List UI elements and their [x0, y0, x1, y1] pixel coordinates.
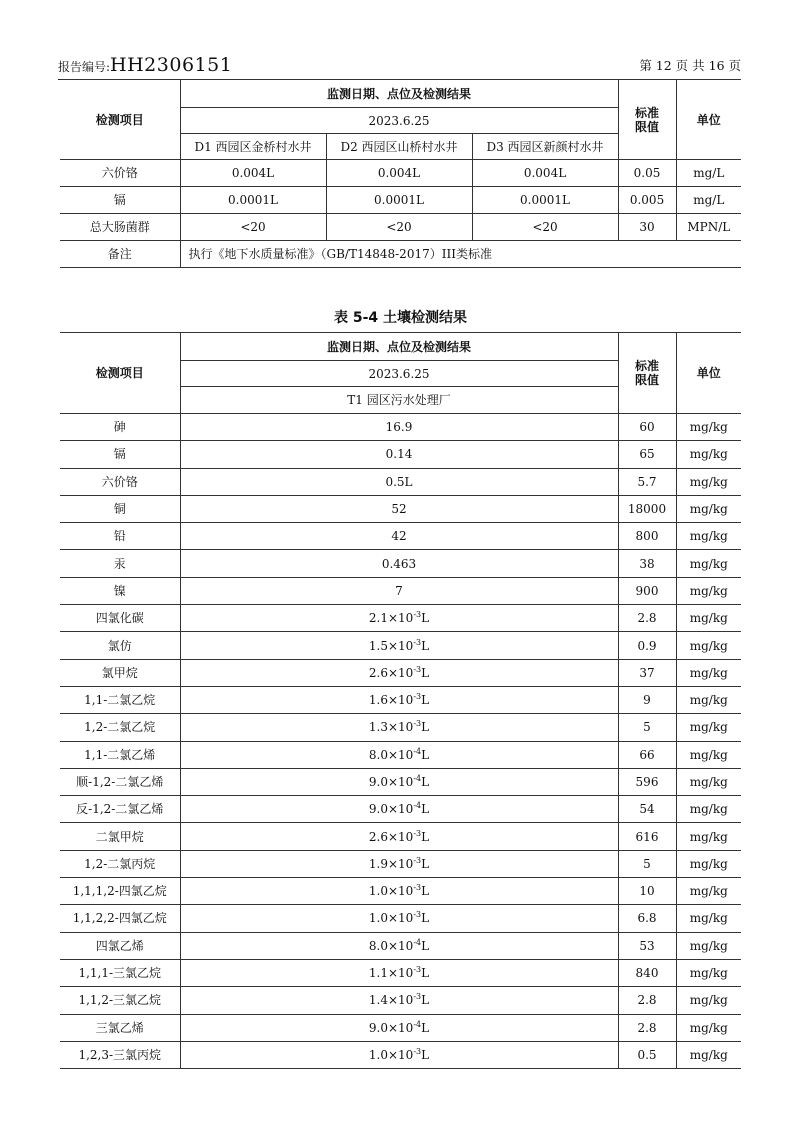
value-suffix: L — [421, 775, 430, 789]
table-row — [60, 959, 741, 986]
row-value — [180, 850, 618, 877]
row-unit: mg/kg — [676, 468, 741, 495]
row-unit: mg/kg — [676, 495, 741, 522]
value-suffix: L — [421, 747, 430, 762]
row-value — [180, 441, 618, 468]
row-standard: 2.8 — [618, 1014, 676, 1041]
row-standard: 5 — [618, 850, 676, 877]
row-item: 二氯甲烷 — [60, 823, 180, 850]
value-exponent: -3 — [413, 637, 422, 647]
table-row — [60, 1014, 741, 1041]
groundwater-results-table — [60, 79, 741, 268]
value-suffix: L — [421, 884, 430, 899]
report-number-label: 报告编号: — [58, 60, 111, 74]
row-item: 六价铬 — [60, 468, 180, 495]
row-item: 铅 — [60, 523, 180, 550]
value-mantissa: 1.9×10 — [368, 856, 414, 871]
row-value — [180, 468, 618, 495]
row-value — [180, 523, 618, 550]
value-exponent: -3 — [413, 883, 422, 893]
value-exponent: -3 — [413, 610, 422, 620]
value-mantissa: 0.5L — [385, 474, 413, 489]
row-standard: 0.005 — [618, 187, 676, 214]
table-row — [60, 632, 741, 659]
value-mantissa: 2.6×10 — [368, 829, 414, 844]
row-standard: 0.9 — [618, 632, 676, 659]
row-item: 镍 — [60, 577, 180, 604]
row-unit: mg/kg — [676, 959, 741, 986]
value-exponent: -3 — [413, 719, 422, 729]
value-suffix: L — [421, 1020, 430, 1035]
row-value — [180, 987, 618, 1014]
row-standard: 2.8 — [618, 605, 676, 632]
row-item: 三氯乙烯 — [60, 1014, 180, 1041]
row-unit: MPN/L — [676, 214, 741, 241]
value-suffix: L — [421, 720, 430, 735]
value-exponent: -3 — [413, 992, 422, 1002]
row-item: 1,1-二氯乙烯 — [60, 741, 180, 768]
row-value: 0.004L — [326, 160, 472, 187]
site-header: D2 西园区山桥村水井 — [326, 134, 472, 160]
row-item: 镉 — [60, 187, 180, 214]
row-item: 1,1,2,2-四氯乙烷 — [60, 905, 180, 932]
row-standard: 18000 — [618, 495, 676, 522]
row-value — [180, 632, 618, 659]
row-item: 1,1,1-三氯乙烷 — [60, 959, 180, 986]
value-exponent: -4 — [413, 937, 422, 947]
value-suffix: L — [421, 802, 430, 817]
col-header-group: 监测日期、点位及检测结果 — [180, 80, 618, 108]
row-value — [180, 659, 618, 686]
remark-label: 备注 — [60, 241, 180, 268]
row-standard: 53 — [618, 932, 676, 959]
row-value — [180, 823, 618, 850]
value-mantissa: 16.9 — [385, 420, 413, 435]
report-number — [58, 54, 232, 76]
row-item: 1,1,1,2-四氯乙烷 — [60, 878, 180, 905]
row-value — [180, 796, 618, 823]
row-standard: 38 — [618, 550, 676, 577]
row-standard: 65 — [618, 441, 676, 468]
value-mantissa: 1.1×10 — [368, 966, 414, 981]
row-standard: 5.7 — [618, 468, 676, 495]
report-number-value: HH2306151 — [110, 54, 233, 76]
row-unit: mg/kg — [676, 905, 741, 932]
value-mantissa: 42 — [391, 529, 407, 544]
row-standard: 5 — [618, 714, 676, 741]
col-header-item: 检测项目 — [60, 333, 180, 414]
row-standard: 900 — [618, 577, 676, 604]
table-row — [60, 987, 741, 1014]
row-unit: mg/kg — [676, 741, 741, 768]
row-unit: mg/kg — [676, 932, 741, 959]
col-header-unit: 单位 — [676, 333, 741, 414]
value-suffix: L — [421, 693, 430, 708]
row-unit: mg/kg — [676, 441, 741, 468]
row-item: 1,1-二氯乙烷 — [60, 686, 180, 713]
value-suffix: L — [421, 611, 430, 626]
row-unit: mg/kg — [676, 714, 741, 741]
site-header: T1 园区污水处理厂 — [180, 387, 618, 414]
row-value: <20 — [326, 214, 472, 241]
value-exponent: -3 — [413, 664, 422, 674]
row-value — [180, 1014, 618, 1041]
row-item: 1,2-二氯丙烷 — [60, 850, 180, 877]
table-row — [60, 878, 741, 905]
row-value — [180, 959, 618, 986]
row-standard: 616 — [618, 823, 676, 850]
row-unit: mg/kg — [676, 414, 741, 441]
row-item: 六价铬 — [60, 160, 180, 187]
row-value — [180, 741, 618, 768]
value-mantissa: 1.0×10 — [368, 911, 414, 926]
value-mantissa: 0.14 — [385, 447, 413, 462]
sampling-date: 2023.6.25 — [180, 108, 618, 134]
value-exponent: -3 — [413, 1046, 422, 1056]
table-row — [60, 850, 741, 877]
soil-results-table — [60, 332, 741, 1069]
row-standard: 60 — [618, 414, 676, 441]
value-mantissa: 1.4×10 — [368, 993, 414, 1008]
col-header-unit: 单位 — [676, 80, 741, 160]
row-value — [180, 414, 618, 441]
table-row — [60, 823, 741, 850]
table-row — [60, 1041, 741, 1068]
row-item: 1,2-二氯乙烷 — [60, 714, 180, 741]
row-standard: 6.8 — [618, 905, 676, 932]
value-suffix: L — [421, 938, 430, 953]
row-value — [180, 1041, 618, 1068]
row-item: 反-1,2-二氯乙烯 — [60, 796, 180, 823]
page-header — [58, 56, 741, 78]
table-row — [60, 768, 741, 795]
col-header-item: 检测项目 — [60, 80, 180, 160]
row-item: 铜 — [60, 495, 180, 522]
table-row — [60, 160, 741, 187]
value-mantissa: 2.6×10 — [368, 665, 414, 680]
table-row — [60, 605, 741, 632]
row-value — [180, 714, 618, 741]
value-mantissa: 8.0×10 — [368, 747, 414, 762]
soil-rows — [60, 414, 741, 1069]
value-exponent: -3 — [413, 855, 422, 865]
row-unit: mg/kg — [676, 686, 741, 713]
row-unit: mg/kg — [676, 605, 741, 632]
row-standard: 30 — [618, 214, 676, 241]
table-row — [60, 659, 741, 686]
value-mantissa: 1.6×10 — [368, 693, 414, 708]
row-item: 汞 — [60, 550, 180, 577]
row-value: 0.0001L — [326, 187, 472, 214]
row-value: <20 — [180, 214, 326, 241]
table-row — [60, 686, 741, 713]
row-value — [180, 932, 618, 959]
value-mantissa: 9.0×10 — [368, 802, 414, 817]
row-unit: mg/kg — [676, 796, 741, 823]
remark-row — [60, 241, 741, 268]
row-value — [180, 768, 618, 795]
value-mantissa: 9.0×10 — [368, 775, 414, 789]
table-row — [60, 577, 741, 604]
table-row — [60, 468, 741, 495]
row-item: 总大肠菌群 — [60, 214, 180, 241]
row-standard: 0.05 — [618, 160, 676, 187]
table-row — [60, 214, 741, 241]
value-mantissa: 0.463 — [381, 556, 417, 571]
row-standard: 9 — [618, 686, 676, 713]
row-item: 氯甲烷 — [60, 659, 180, 686]
row-unit: mg/kg — [676, 878, 741, 905]
row-item: 四氯乙烯 — [60, 932, 180, 959]
table-row — [60, 187, 741, 214]
row-standard: 66 — [618, 741, 676, 768]
row-unit: mg/L — [676, 160, 741, 187]
table-row — [60, 414, 741, 441]
row-standard: 800 — [618, 523, 676, 550]
value-exponent: -3 — [413, 828, 422, 838]
row-unit: mg/L — [676, 187, 741, 214]
soil-table-title: 表 5-4 土壤检测结果 — [333, 310, 468, 326]
value-suffix: L — [421, 1047, 430, 1062]
col-header-standard: 标准 限值 — [618, 80, 676, 160]
row-item: 1,1,2-三氯乙烷 — [60, 987, 180, 1014]
row-unit: mg/kg — [676, 1041, 741, 1068]
table-row — [60, 905, 741, 932]
row-unit: mg/kg — [676, 850, 741, 877]
value-mantissa: 9.0×10 — [368, 1020, 414, 1035]
row-unit: mg/kg — [676, 659, 741, 686]
value-mantissa: 1.0×10 — [368, 1047, 414, 1062]
value-suffix: L — [421, 665, 430, 680]
row-value — [180, 878, 618, 905]
table-row — [60, 796, 741, 823]
table-row — [60, 495, 741, 522]
value-exponent: -4 — [413, 746, 422, 756]
table-row — [60, 441, 741, 468]
row-item: 顺-1,2-二氯乙烯 — [60, 768, 180, 795]
row-unit: mg/kg — [676, 823, 741, 850]
row-value: <20 — [472, 214, 618, 241]
row-standard: 596 — [618, 768, 676, 795]
value-exponent: -4 — [413, 801, 422, 811]
table-row — [60, 550, 741, 577]
table-row — [60, 741, 741, 768]
row-value — [180, 686, 618, 713]
row-item: 氯仿 — [60, 632, 180, 659]
row-value: 0.004L — [472, 160, 618, 187]
table-row — [60, 523, 741, 550]
row-value — [180, 905, 618, 932]
row-unit: mg/kg — [676, 768, 741, 795]
value-mantissa: 7 — [395, 583, 403, 598]
row-unit: mg/kg — [676, 632, 741, 659]
row-standard: 10 — [618, 878, 676, 905]
row-item: 砷 — [60, 414, 180, 441]
sampling-date: 2023.6.25 — [180, 361, 618, 387]
value-exponent: -4 — [413, 1019, 422, 1029]
table-row — [60, 714, 741, 741]
row-standard: 0.5 — [618, 1041, 676, 1068]
row-value: 0.0001L — [180, 187, 326, 214]
table-row — [60, 932, 741, 959]
value-mantissa: 8.0×10 — [368, 938, 414, 953]
row-unit: mg/kg — [676, 577, 741, 604]
row-unit: mg/kg — [676, 550, 741, 577]
row-value — [180, 550, 618, 577]
row-value: 0.004L — [180, 160, 326, 187]
col-header-group: 监测日期、点位及检测结果 — [180, 333, 618, 361]
row-value: 0.0001L — [472, 187, 618, 214]
value-mantissa: 1.5×10 — [368, 638, 414, 653]
site-header: D3 西园区新颜村水井 — [472, 134, 618, 160]
row-standard: 840 — [618, 959, 676, 986]
row-unit: mg/kg — [676, 987, 741, 1014]
value-mantissa: 1.3×10 — [368, 720, 414, 735]
row-item: 镉 — [60, 441, 180, 468]
value-mantissa: 1.0×10 — [368, 884, 414, 899]
page-indicator: 第 12 页 共 16 页 — [639, 58, 741, 73]
row-standard: 37 — [618, 659, 676, 686]
row-standard: 2.8 — [618, 987, 676, 1014]
value-suffix: L — [421, 911, 430, 926]
value-mantissa: 52 — [391, 502, 407, 517]
value-suffix: L — [421, 829, 430, 844]
row-value — [180, 577, 618, 604]
row-unit: mg/kg — [676, 523, 741, 550]
value-exponent: -3 — [413, 965, 422, 975]
row-value — [180, 495, 618, 522]
row-value — [180, 605, 618, 632]
row-unit: mg/kg — [676, 1014, 741, 1041]
row-standard: 54 — [618, 796, 676, 823]
value-mantissa: 2.1×10 — [368, 611, 414, 626]
value-suffix: L — [421, 993, 430, 1008]
row-item: 1,2,3-三氯丙烷 — [60, 1041, 180, 1068]
value-suffix: L — [421, 638, 430, 653]
value-exponent: -3 — [413, 910, 422, 920]
value-exponent: -3 — [413, 692, 422, 702]
col-header-standard: 标准 限值 — [618, 333, 676, 414]
row-item: 四氯化碳 — [60, 605, 180, 632]
value-suffix: L — [421, 966, 430, 981]
value-exponent: -4 — [413, 774, 422, 783]
remark-text: 执行《地下水质量标准》（GB/T14848-2017）III类标准 — [180, 241, 741, 268]
site-header: D1 西园区金桥村水井 — [180, 134, 326, 160]
value-suffix: L — [421, 856, 430, 871]
